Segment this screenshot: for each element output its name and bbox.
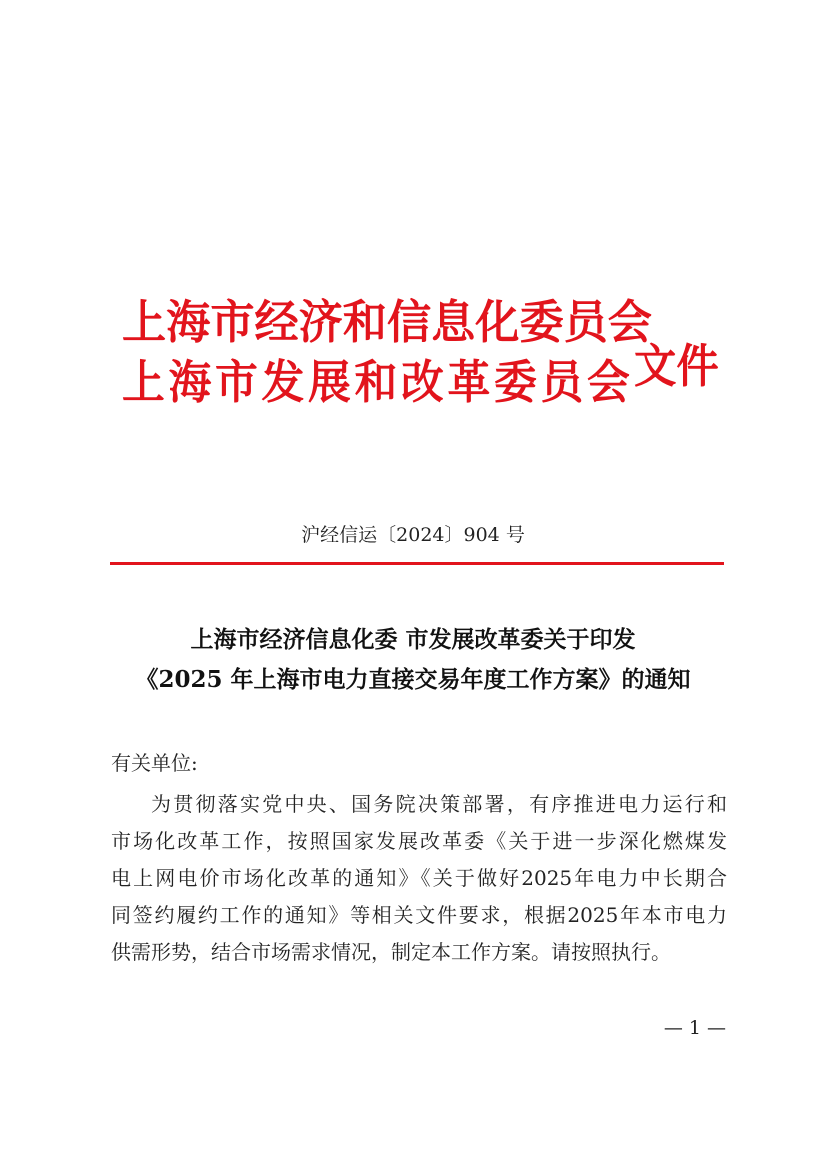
title-line-2: 《2025 年上海市电力直接交易年度工作方案》的通知 <box>135 666 691 693</box>
page-number: — 1 — <box>663 1017 726 1039</box>
body-line: 为贯彻落实党中央、国务院决策部署，有序推进电力运行和 <box>151 792 727 816</box>
issuing-authorities <box>122 292 652 412</box>
red-divider-line <box>110 562 724 565</box>
salutation: 有关单位: <box>111 751 198 775</box>
body-line: 市场化改革工作，按照国家发展改革委《关于进一步深化燃煤发 <box>111 829 727 853</box>
body-line: 同签约履约工作的通知》等相关文件要求，根据2025年本市电力 <box>111 903 727 927</box>
body-line: 供需形势，结合市场需求情况，制定本工作方案。请按照执行。 <box>111 940 671 964</box>
document-title <box>0 620 826 700</box>
title-line-1: 上海市经济信息化委 市发展改革委关于印发 <box>190 626 636 653</box>
issuer-development-reform-commission: 上海市发展和改革委员会 <box>122 355 634 409</box>
issuer-economy-informatization-commission: 上海市经济和信息化委员会 <box>122 295 652 349</box>
body-paragraph <box>111 786 727 971</box>
document-number: 沪经信运〔2024〕904 号 <box>301 524 525 546</box>
document-suffix: 文件 <box>634 339 719 393</box>
body-line: 电上网电价市场化改革的通知》《关于做好2025年电力中长期合 <box>111 866 727 890</box>
